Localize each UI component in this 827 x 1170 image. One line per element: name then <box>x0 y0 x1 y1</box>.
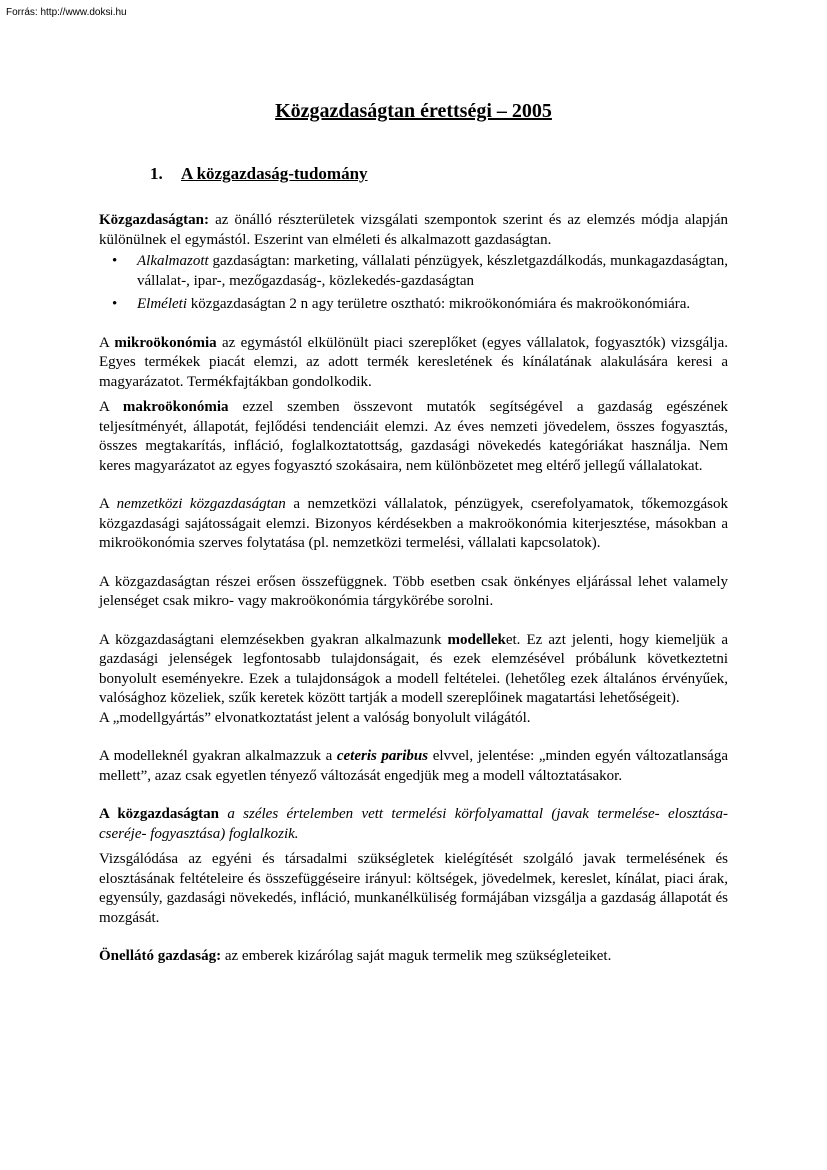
paragraph-text: az emberek kizárólag saját maguk termelik meg szükségleteiket. <box>221 948 612 964</box>
term-nemzetkozi: nemzetközi közgazdaságtan <box>116 496 286 512</box>
list-item <box>99 252 728 291</box>
term-onellato: Önellátó gazdaság: <box>99 948 222 964</box>
paragraph-modellek <box>99 631 728 709</box>
section-title: A közgazdaság-tudomány <box>181 164 368 183</box>
bullet-emphasis: Elméleti <box>137 296 187 312</box>
paragraph-text: elvvel, jelentése: „minden egyén változatlansága mellett”, azaz csak egyetlen tényező változását engedjük meg a modell változtatásakor. <box>99 748 728 784</box>
section-heading <box>150 164 368 184</box>
paragraph-text: az egymástól elkülönült piaci szereplőket (egyes vállalatok, fogyasztók) vizsgálja. Egyes termékek piacát elemzi, az adott termék keresletének és kínálatának alakulására keresi a magyarázatot. Termékfajtákban gondolkodik. <box>99 334 728 390</box>
term-kozgazdasagtan-2: A közgazdaságtan <box>99 806 220 822</box>
paragraph-text: az önálló részterületek vizsgálati szempontok szerint és az elemzés módja alapján különülnek el egymástól. Eszerint van elméleti és alkalmazott gazdaságtan. <box>99 212 728 248</box>
term-ceteris-paribus: ceteris paribus <box>336 748 429 764</box>
section-number: 1. <box>150 164 163 183</box>
term-modellek: modellek <box>447 631 506 648</box>
paragraph-text: a nemzetközi vállalatok, pénzügyek, cserefolyamatok, tőkemozgások közgazdasági sajátosságait elemzi. Bizonyos kérdésekben a makroökonómia kiterjesztése, másokban a mikroökonómia szerves folytatása (pl. nemzetközi termelési, vállalati kapcsolatok). <box>99 496 729 551</box>
paragraph-onellato <box>99 947 728 967</box>
bullet-list <box>99 252 728 315</box>
bullet-text: gazdaságtan: marketing, vállalati pénzügyek, készletgazdálkodás, munkagazdaságtan, vállalat-, ipar-, mezőgazdaság-, közlekedés-gazdaságtan <box>137 253 728 289</box>
paragraph-nemzetkozi <box>99 495 728 554</box>
paragraph-emphasis: a széles értelemben vett termelési körfolyamattal (javak termelése- elosztása- cseréje- fogyasztása) foglalkozik. <box>99 806 728 842</box>
paragraph-text: A <box>99 496 117 512</box>
paragraph-mikro <box>99 334 728 393</box>
paragraph-text: A <box>99 399 123 415</box>
term-mikrookonomia: mikroökonómia <box>114 334 217 351</box>
document-title: Közgazdaságtan érettségi – 2005 <box>275 100 552 122</box>
term-makrookonomia: makroökonómia <box>122 399 229 415</box>
bullet-text: közgazdaságtan 2 n agy területre osztható: mikroökonómiára és makroökonómiára. <box>186 296 691 312</box>
paragraph-korfolyamat <box>99 805 728 844</box>
paragraph-makro <box>99 398 728 476</box>
source-note: Forrás: http://www.doksi.hu <box>6 7 127 18</box>
paragraph-ceteris <box>99 747 728 786</box>
paragraph-definition <box>99 211 728 250</box>
document-body <box>99 211 728 967</box>
paragraph-text: A közgazdaságtani elemzésekben gyakran alkalmazunk <box>99 631 448 648</box>
paragraph-text: A modelleknél gyakran alkalmazzuk a <box>99 748 337 764</box>
paragraph-modellgyartas: A „modellgyártás” elvonatkoztatást jelent a valóság bonyolult világától. <box>99 709 531 726</box>
bullet-icon: • <box>112 296 118 312</box>
list-item <box>99 295 728 315</box>
paragraph-reszek: A közgazdaságtan részei erősen összefüggnek. Több esetben csak önkényes eljárással lehet valamely jelenséget csak mikro- vagy makroökonómia tárgykörébe sorolni. <box>99 573 728 609</box>
paragraph-text: A <box>99 334 115 351</box>
paragraph-vizsgalodas: Vizsgálódása az egyéni és társadalmi szükségletek kielégítését szolgáló javak termelésének és elosztásának feltételeire és összefüggéseire irányul: költségek, jövedelmek, kereslet, kínálat, piaci árak, egyensúly, gazdasági növekedés, infláció, munkanélküliség formájában vizsgálja a gazdaság állapotát és mozgását. <box>99 851 728 926</box>
term-kozgazdasagtan: Közgazdaságtan: <box>99 212 209 228</box>
bullet-icon: • <box>112 253 118 269</box>
paragraph-text: ezzel szemben összevont mutatók segítségével a gazdaság egészének teljesítményét, állapotát, fejlődési tendenciáit elemzi. Az éves nemzeti jövedelem, összes fogyasztás, összes megtakarítás, infláció, foglalkoztatottság, gazdasági növekedés kategóriákat használja. Nem keres magyarázatot az egyes fogyasztó szokásaira, nem különbözetet meg eltérő jellegű vállalatokat. <box>99 399 728 474</box>
paragraph-text: et. Ez azt jelenti, hogy kiemeljük a gazdasági jelenségek legfontosabb tulajdonságait, és ezek elemzésével próbálunk következtetni bonyolult eseményekre. Ezek a tulajdonságok a modell feltételei. (lehetőleg ezek általános érvényűek, valósághoz közeliek, szűk keretek között tartják a modell szereplőinek magatartási lehetőségeit). <box>99 631 728 706</box>
bullet-emphasis: Alkalmazott <box>137 253 209 269</box>
